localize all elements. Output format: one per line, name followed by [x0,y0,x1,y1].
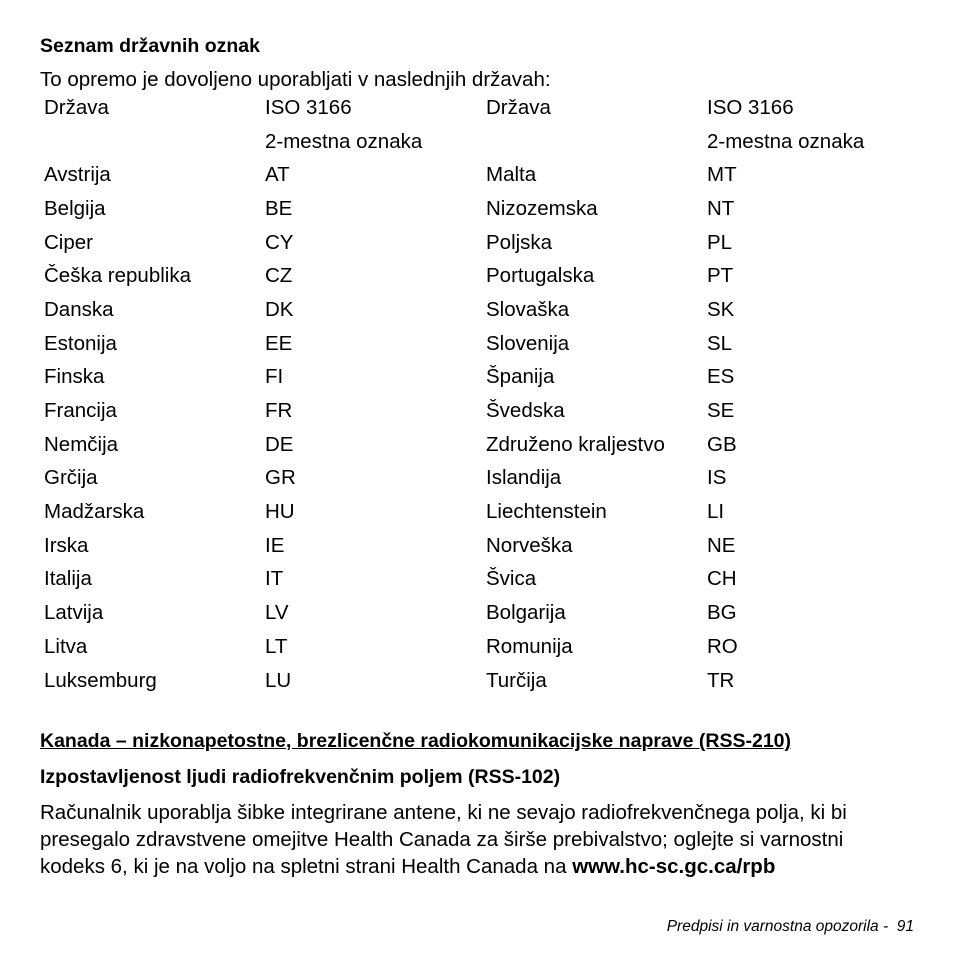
code-cell: CZ [265,264,293,288]
table-row [40,158,907,192]
country-cell: Francija [44,399,117,423]
code-cell: GR [265,466,296,490]
health-canada-link[interactable]: www.hc-sc.gc.ca/rpb [572,855,776,878]
code-cell: IE [265,533,285,557]
canada-heading: Kanada – nizkonapetostne, brezlicenčne radiokomunikacijske naprave (RSS-210) [40,730,792,752]
code-cell: CH [707,567,737,591]
country-cell: Islandija [486,466,562,490]
code-cell: BG [707,601,737,625]
code-cell: LV [265,601,289,625]
code-cell: DE [265,432,294,456]
country-cell: Liechtenstein [486,500,607,524]
country-cell: Slovenija [486,331,570,355]
country-cell: Združeno kraljestvo [486,432,665,456]
code-cell: MT [707,163,737,187]
header-cell [482,125,703,159]
country-cell: Ciper [44,230,93,254]
code-cell: CY [265,230,294,254]
header-cell: ISO 3166 [265,95,352,119]
code-cell: ES [707,365,735,389]
code-cell: NT [707,196,735,220]
country-cell: Danska [44,297,114,321]
exposure-heading: Izpostavljenost ljudi radiofrekvenčnim poljem (RSS-102) [40,766,561,788]
header-cell [40,125,261,159]
table-row [40,495,907,529]
code-cell: IS [707,466,727,490]
code-cell: SK [707,297,735,321]
country-cell: Romunija [486,634,573,658]
country-cell: Luksemburg [44,668,157,692]
table-row [40,529,907,563]
paragraph-line: Računalnik uporablja šibke integrirane antene, ki ne sevajo radiofrekvenčnega polja, ki bi [40,801,847,824]
table-row [40,327,907,361]
country-cell: Češka republika [44,264,191,288]
country-cell: Slovaška [486,297,570,321]
page-footer [667,918,914,936]
country-cell: Nemčija [44,432,119,456]
country-cell: Estonija [44,331,117,355]
country-cell: Nizozemska [486,196,598,220]
country-cell: Madžarska [44,500,145,524]
table-header-row [40,125,907,159]
code-cell: LU [265,668,292,692]
country-cell: Latvija [44,601,104,625]
code-cell: SE [707,399,735,423]
table-row [40,630,907,664]
country-cell: Španija [486,365,555,389]
table-row [40,596,907,630]
code-cell: PL [707,230,733,254]
country-cell: Poljska [486,230,553,254]
code-cell: GB [707,432,737,456]
table-row [40,428,907,462]
country-cell: Italija [44,567,92,591]
code-cell: BE [265,196,293,220]
table-row [40,293,907,327]
country-cell: Turčija [486,668,547,692]
header-cell: ISO 3166 [707,95,794,119]
country-cell: Grčija [44,466,98,490]
page-number: 91 [896,918,914,935]
country-cell: Švedska [486,399,565,423]
code-cell: PT [707,264,734,288]
country-cell: Bolgarija [486,601,566,625]
table-row [40,361,907,395]
code-cell: AT [265,163,290,187]
code-cell: IT [265,567,284,591]
header-cell: 2-mestna oznaka [265,129,423,153]
table-row [40,192,907,226]
code-cell: LT [265,634,288,658]
country-code-table [40,91,907,697]
code-cell: TR [707,668,735,692]
country-cell: Norveška [486,533,573,557]
code-cell: DK [265,297,294,321]
country-cell: Litva [44,634,88,658]
table-row [40,462,907,496]
paragraph-line: presegalo zdravstvene omejitve Health Canada za širše prebivalstvo; oglejte si varnostni [40,828,844,851]
country-cell: Irska [44,533,89,557]
code-cell: NE [707,533,736,557]
header-cell: Država [486,95,551,119]
table-row [40,664,907,698]
section-title: Seznam državnih oznak [40,35,260,57]
header-cell: 2-mestna oznaka [707,129,865,153]
country-cell: Portugalska [486,264,595,288]
country-cell: Belgija [44,196,106,220]
table-row [40,226,907,260]
country-cell: Švica [486,567,537,591]
header-cell: Država [44,95,109,119]
code-cell: HU [265,500,295,524]
code-cell: FR [265,399,293,423]
footer-section: Predpisi in varnostna opozorila - [666,918,889,935]
country-cell: Finska [44,365,105,389]
paragraph-text: kodeks 6, ki je na voljo na spletni strani Health Canada na [40,855,573,878]
paragraph-line [40,853,847,880]
code-cell: LI [707,500,725,524]
code-cell: RO [707,634,738,658]
table-row [40,394,907,428]
table-row [40,563,907,597]
country-cell: Malta [486,163,537,187]
table-header-row [40,91,907,125]
code-cell: SL [707,331,733,355]
table-row [40,259,907,293]
code-cell: EE [265,331,293,355]
code-cell: FI [265,365,284,389]
body-paragraph [40,799,847,880]
intro-text: To opremo je dovoljeno uporabljati v naslednjih državah: [40,68,551,91]
country-cell: Avstrija [44,163,111,187]
